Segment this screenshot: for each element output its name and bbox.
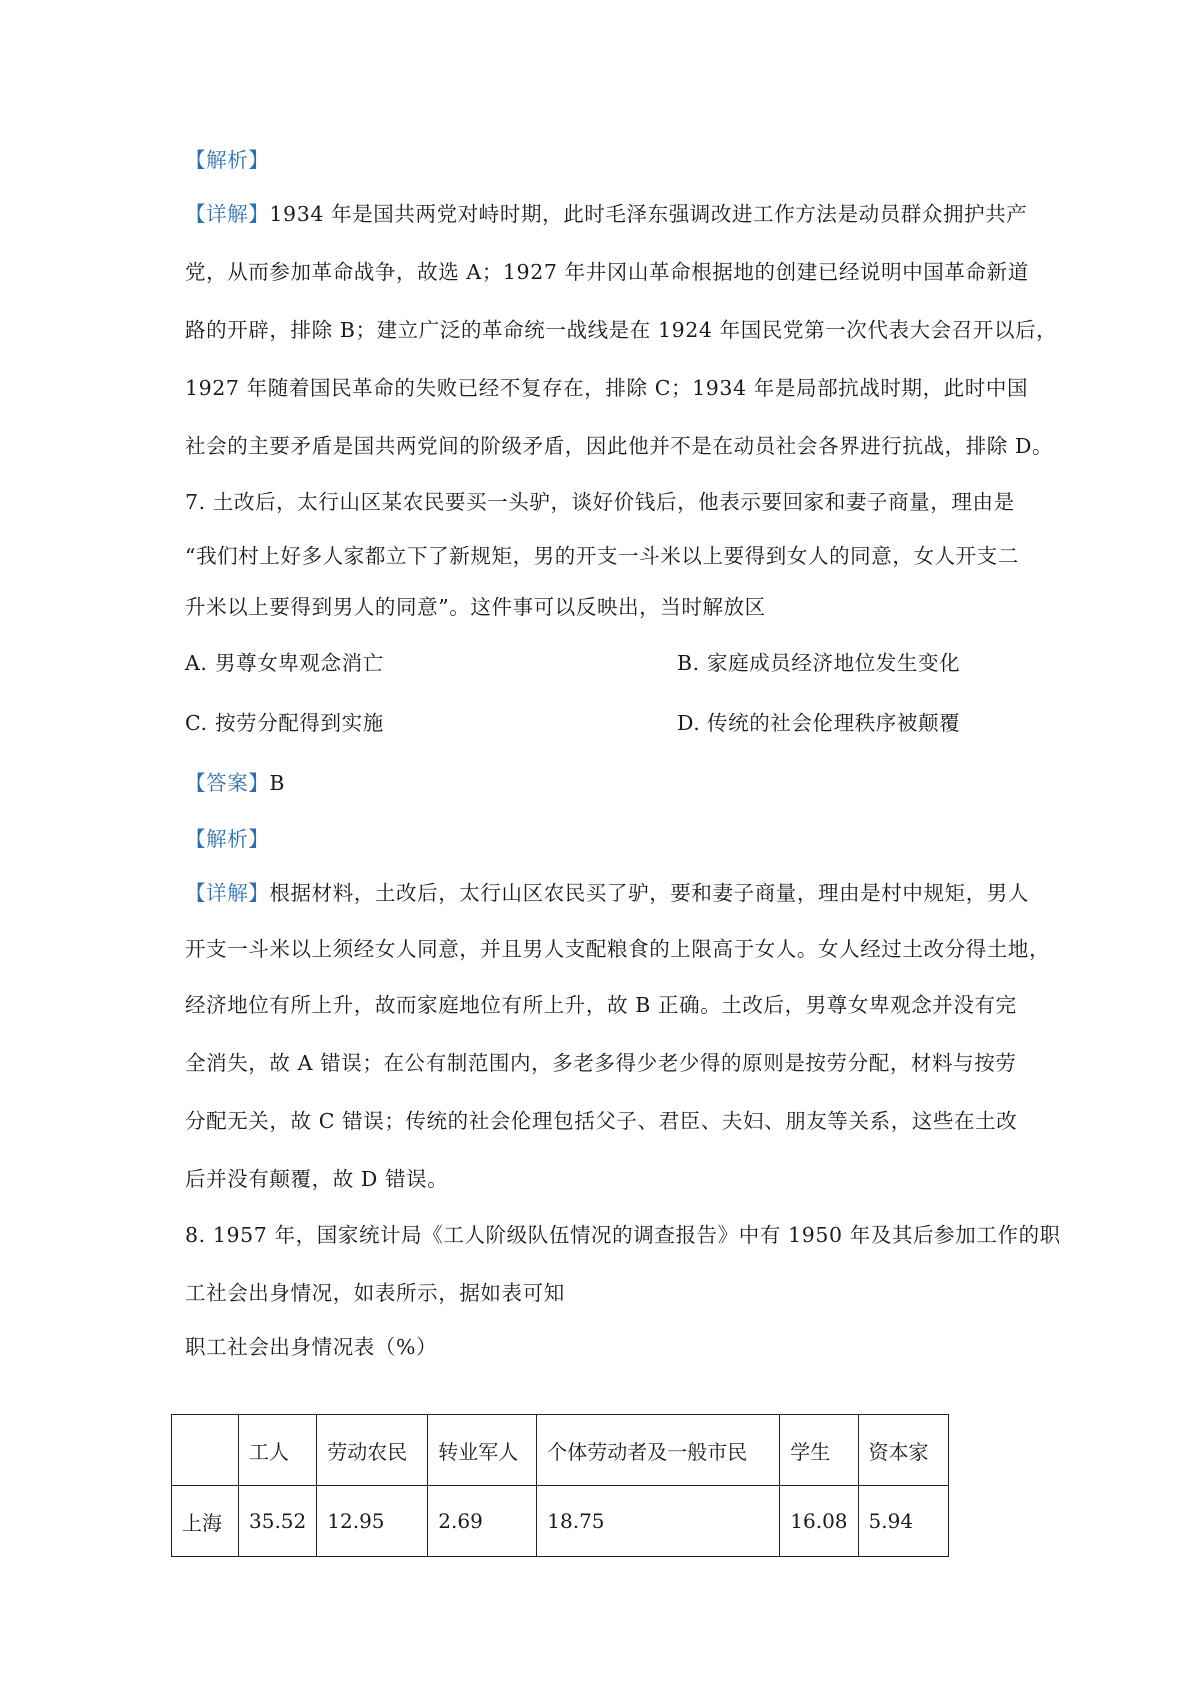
answer-line xyxy=(185,766,285,796)
detail-line: 全消失，故 A 错误；在公有制范围内，多老多得少老少得的原则是按劳分配，材料与按劳 xyxy=(185,1051,1017,1075)
answer-tag: 【答案】 xyxy=(185,771,270,795)
option-text: 按劳分配得到实施 xyxy=(215,711,384,735)
analysis-line xyxy=(185,197,1027,227)
detail-line xyxy=(185,876,1029,906)
question-7-stem: “我们村上好多人家都立下了新规矩，男的开支一斗米以上要得到女人的同意，女人开支二 xyxy=(185,544,1019,568)
table-cell: 5.94 xyxy=(858,1486,948,1557)
option-key: D. xyxy=(677,711,701,735)
option-d[interactable] xyxy=(677,706,960,736)
option-key: A. xyxy=(185,651,208,675)
table-cell: 2.69 xyxy=(428,1486,537,1557)
analysis-line: 党，从而参加革命战争，故选 A；1927 年井冈山革命根据地的创建已经说明中国革命新道 xyxy=(185,260,1029,284)
table-header-cell: 劳动农民 xyxy=(317,1415,428,1486)
table-header-cell: 学生 xyxy=(780,1415,858,1486)
table-header-cell: 个体劳动者及一般市民 xyxy=(537,1415,780,1486)
table-caption: 职工社会出身情况表（%） xyxy=(185,1335,438,1359)
table-cell: 18.75 xyxy=(537,1486,780,1557)
stats-table xyxy=(171,1414,949,1557)
question-7-stem: 升米以上要得到男人的同意”。这件事可以反映出，当时解放区 xyxy=(185,595,766,619)
answer-value: B xyxy=(269,771,286,795)
table-header-cell: 转业军人 xyxy=(428,1415,537,1486)
analysis-tag: 【解析】 xyxy=(185,827,270,851)
detail-line: 开支一斗米以上须经女人同意，并且男人支配粮食的上限高于女人。女人经过土改分得土地， xyxy=(185,937,1051,961)
table-cell: 12.95 xyxy=(317,1486,428,1557)
analysis-text: 1934 年是国共两党对峙时期，此时毛泽东强调改进工作方法是动员群众拥护共产 xyxy=(269,202,1028,226)
option-b[interactable] xyxy=(677,646,960,676)
detail-tag: 【详解】 xyxy=(185,881,270,905)
option-a[interactable] xyxy=(185,646,384,676)
option-text: 传统的社会伦理秩序被颠覆 xyxy=(707,711,961,735)
detail-line: 后并没有颠覆，故 D 错误。 xyxy=(185,1167,449,1191)
analysis-line: 1927 年随着国民革命的失败已经不复存在，排除 C；1934 年是局部抗战时期，此时中国 xyxy=(185,376,1029,400)
detail-text: 根据材料，土改后，太行山区农民买了驴，要和妻子商量，理由是村中规矩，男人 xyxy=(269,881,1030,905)
table-header-row xyxy=(172,1415,949,1486)
question-8-stem: 8. 1957 年，国家统计局《工人阶级队伍情况的调查报告》中有 1950 年及其后参加工作的职 xyxy=(185,1223,1061,1247)
analysis-line: 社会的主要矛盾是国共两党间的阶级矛盾，因此他并不是在动员社会各界进行抗战，排除 D。 xyxy=(185,434,1054,458)
table-cell: 上海 xyxy=(172,1486,239,1557)
table-cell: 35.52 xyxy=(239,1486,317,1557)
table-cell: 16.08 xyxy=(780,1486,858,1557)
option-key: B. xyxy=(677,651,700,675)
detail-line: 经济地位有所上升，故而家庭地位有所上升，故 B 正确。土改后，男尊女卑观念并没有完 xyxy=(185,993,1017,1017)
option-text: 男尊女卑观念消亡 xyxy=(215,651,384,675)
option-c[interactable] xyxy=(185,706,384,736)
option-text: 家庭成员经济地位发生变化 xyxy=(707,651,961,675)
table-row xyxy=(172,1486,949,1557)
detail-tag: 【详解】 xyxy=(185,202,270,226)
question-7-stem: 7. 土改后，太行山区某农民要买一头驴，谈好价钱后，他表示要回家和妻子商量，理由是 xyxy=(185,490,1015,514)
table-header-cell: 资本家 xyxy=(858,1415,948,1486)
table-header-cell: 工人 xyxy=(239,1415,317,1486)
question-8-stem: 工社会出身情况，如表所示，据如表可知 xyxy=(185,1281,565,1305)
analysis-tag: 【解析】 xyxy=(185,148,270,172)
analysis-line: 路的开辟，排除 B；建立广泛的革命统一战线是在 1924 年国民党第一次代表大会召开以后， xyxy=(185,318,1058,342)
table-header-cell xyxy=(172,1415,239,1486)
option-key: C. xyxy=(185,711,208,735)
detail-line: 分配无关，故 C 错误；传统的社会伦理包括父子、君臣、夫妇、朋友等关系，这些在土改 xyxy=(185,1109,1018,1133)
